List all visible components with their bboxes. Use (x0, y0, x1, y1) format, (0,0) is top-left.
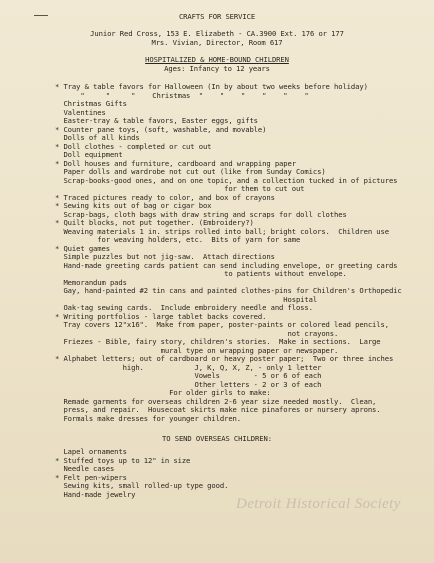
list-item: * Tray & table favors for Halloween (In by about two weeks before holiday) (55, 82, 368, 91)
list-item: Hand-made jewelry (55, 489, 136, 499)
list-item: Sewing kits, small rolled-up type good. (55, 481, 229, 490)
list-item: Christmas Gifts (55, 99, 127, 108)
watermark: Detroit Historical Society (236, 496, 401, 512)
director-line: Mrs. Vivian, Director, Room 617 (151, 38, 283, 47)
list-item: * Sewing kits out of bag or cigar box (55, 201, 212, 210)
list-item: * Stuffed toys up to 12" in size (55, 455, 191, 465)
list-item: Scrap-bags, cloth bags with draw string and scraps for doll clothes (55, 209, 347, 219)
org-address: Junior Red Cross, 153 E. Elizabeth - CA.3900 Ext. 176 or 177 (90, 29, 344, 38)
section1-ages: Ages: Infancy to 12 years (164, 64, 270, 73)
list-item: Weaving materials 1 in. strips rolled into ball; bright colors. Children use (55, 226, 389, 236)
list-item: * Quiet games (55, 243, 110, 253)
list-item: Paper dolls and wardrobe not cut out (like from Sunday Comics) (55, 167, 326, 176)
list-item: for them to cut out (55, 184, 305, 193)
list-item: mural type on wrapping paper or newspaper. (55, 345, 339, 355)
list-item: Valentines (55, 107, 106, 117)
list-item: * Traced pictures ready to color, and box of crayons (55, 192, 275, 202)
list-item: Hand-made greeting cards patient can send including envelope, or greeting cards (55, 260, 398, 270)
list-item: * Counter pane toys, (soft, washable, and movable) (55, 124, 267, 134)
list-item: Formals make dresses for younger children. (55, 413, 241, 423)
list-item: Lapel ornaments (55, 447, 127, 456)
list-item: Dolls of all kinds (55, 133, 140, 142)
list-item: " " " Christmas " " " " " " (55, 90, 309, 100)
list-item: Needle cases (55, 464, 115, 473)
list-item: Tray covers 12"x16". Make from paper, poster-paints or colored lead pencils, (55, 320, 389, 329)
list-item: high. J, K, Q, X, Z, - only 1 letter (55, 362, 322, 372)
section2-title: TO SEND OVERSEAS CHILDREN: (162, 434, 272, 443)
list-item: Memorandum pads (55, 277, 127, 287)
list-item: * Felt pen-wipers (55, 472, 127, 482)
list-item: * Writing portfolios - large tablet backs covered. (55, 311, 267, 321)
list-item: * Quilt blocks, not put together. (Embroidery?) (55, 218, 254, 227)
list-item: * Alphabet letters; out of cardboard or heavy poster paper; Two or three inches (55, 354, 394, 363)
list-item: * Doll houses and furniture, cardboard and wrapping paper (55, 158, 296, 168)
section1-title: HOSPITALIZED & HOME-BOUND CHILDREN (145, 55, 289, 64)
list-item: Easter-tray & table favors, Easter eggs, gifts (55, 116, 258, 125)
list-item: Scrap-books-good ones, and on one topic, and a collection tucked in of pictures (55, 175, 398, 185)
doc-title: CRAFTS FOR SERVICE (178, 12, 256, 21)
list-item: Doll equipment (55, 150, 123, 159)
list-item: to patients without envelope. (55, 269, 347, 278)
list-item: not crayons. (55, 328, 339, 338)
list-item: Other letters - 2 or 3 of each (55, 379, 322, 389)
list-item: Vowels - 5 or 6 of each (55, 371, 322, 380)
list-item: Oak-tag sewing cards. Include embroidery needle and floss. (55, 303, 313, 312)
list-item: * Doll clothes - completed or cut out (55, 141, 212, 151)
list-item: Simple puzzles but not jig-saw. Attach directions (55, 252, 275, 261)
list-item: Friezes - Bible, fairy story, children's stories. Make in sections. Large (55, 337, 381, 346)
list-item: For older girls to make: (55, 388, 271, 397)
list-item: Gay, hand-painted #2 tin cans and painted clothes-pins for Children's Orthopedic (55, 286, 402, 295)
list-item: press, and repair. Housecoat skirts make nice pinafores or nursery aprons. (55, 405, 381, 414)
list-item: Hospital (55, 294, 318, 304)
list-item: Remade garments for overseas children 2-6 year size needed mostly. Clean, (55, 396, 377, 406)
list-item: for weaving holders, etc. Bits of yarn for same (55, 235, 301, 244)
